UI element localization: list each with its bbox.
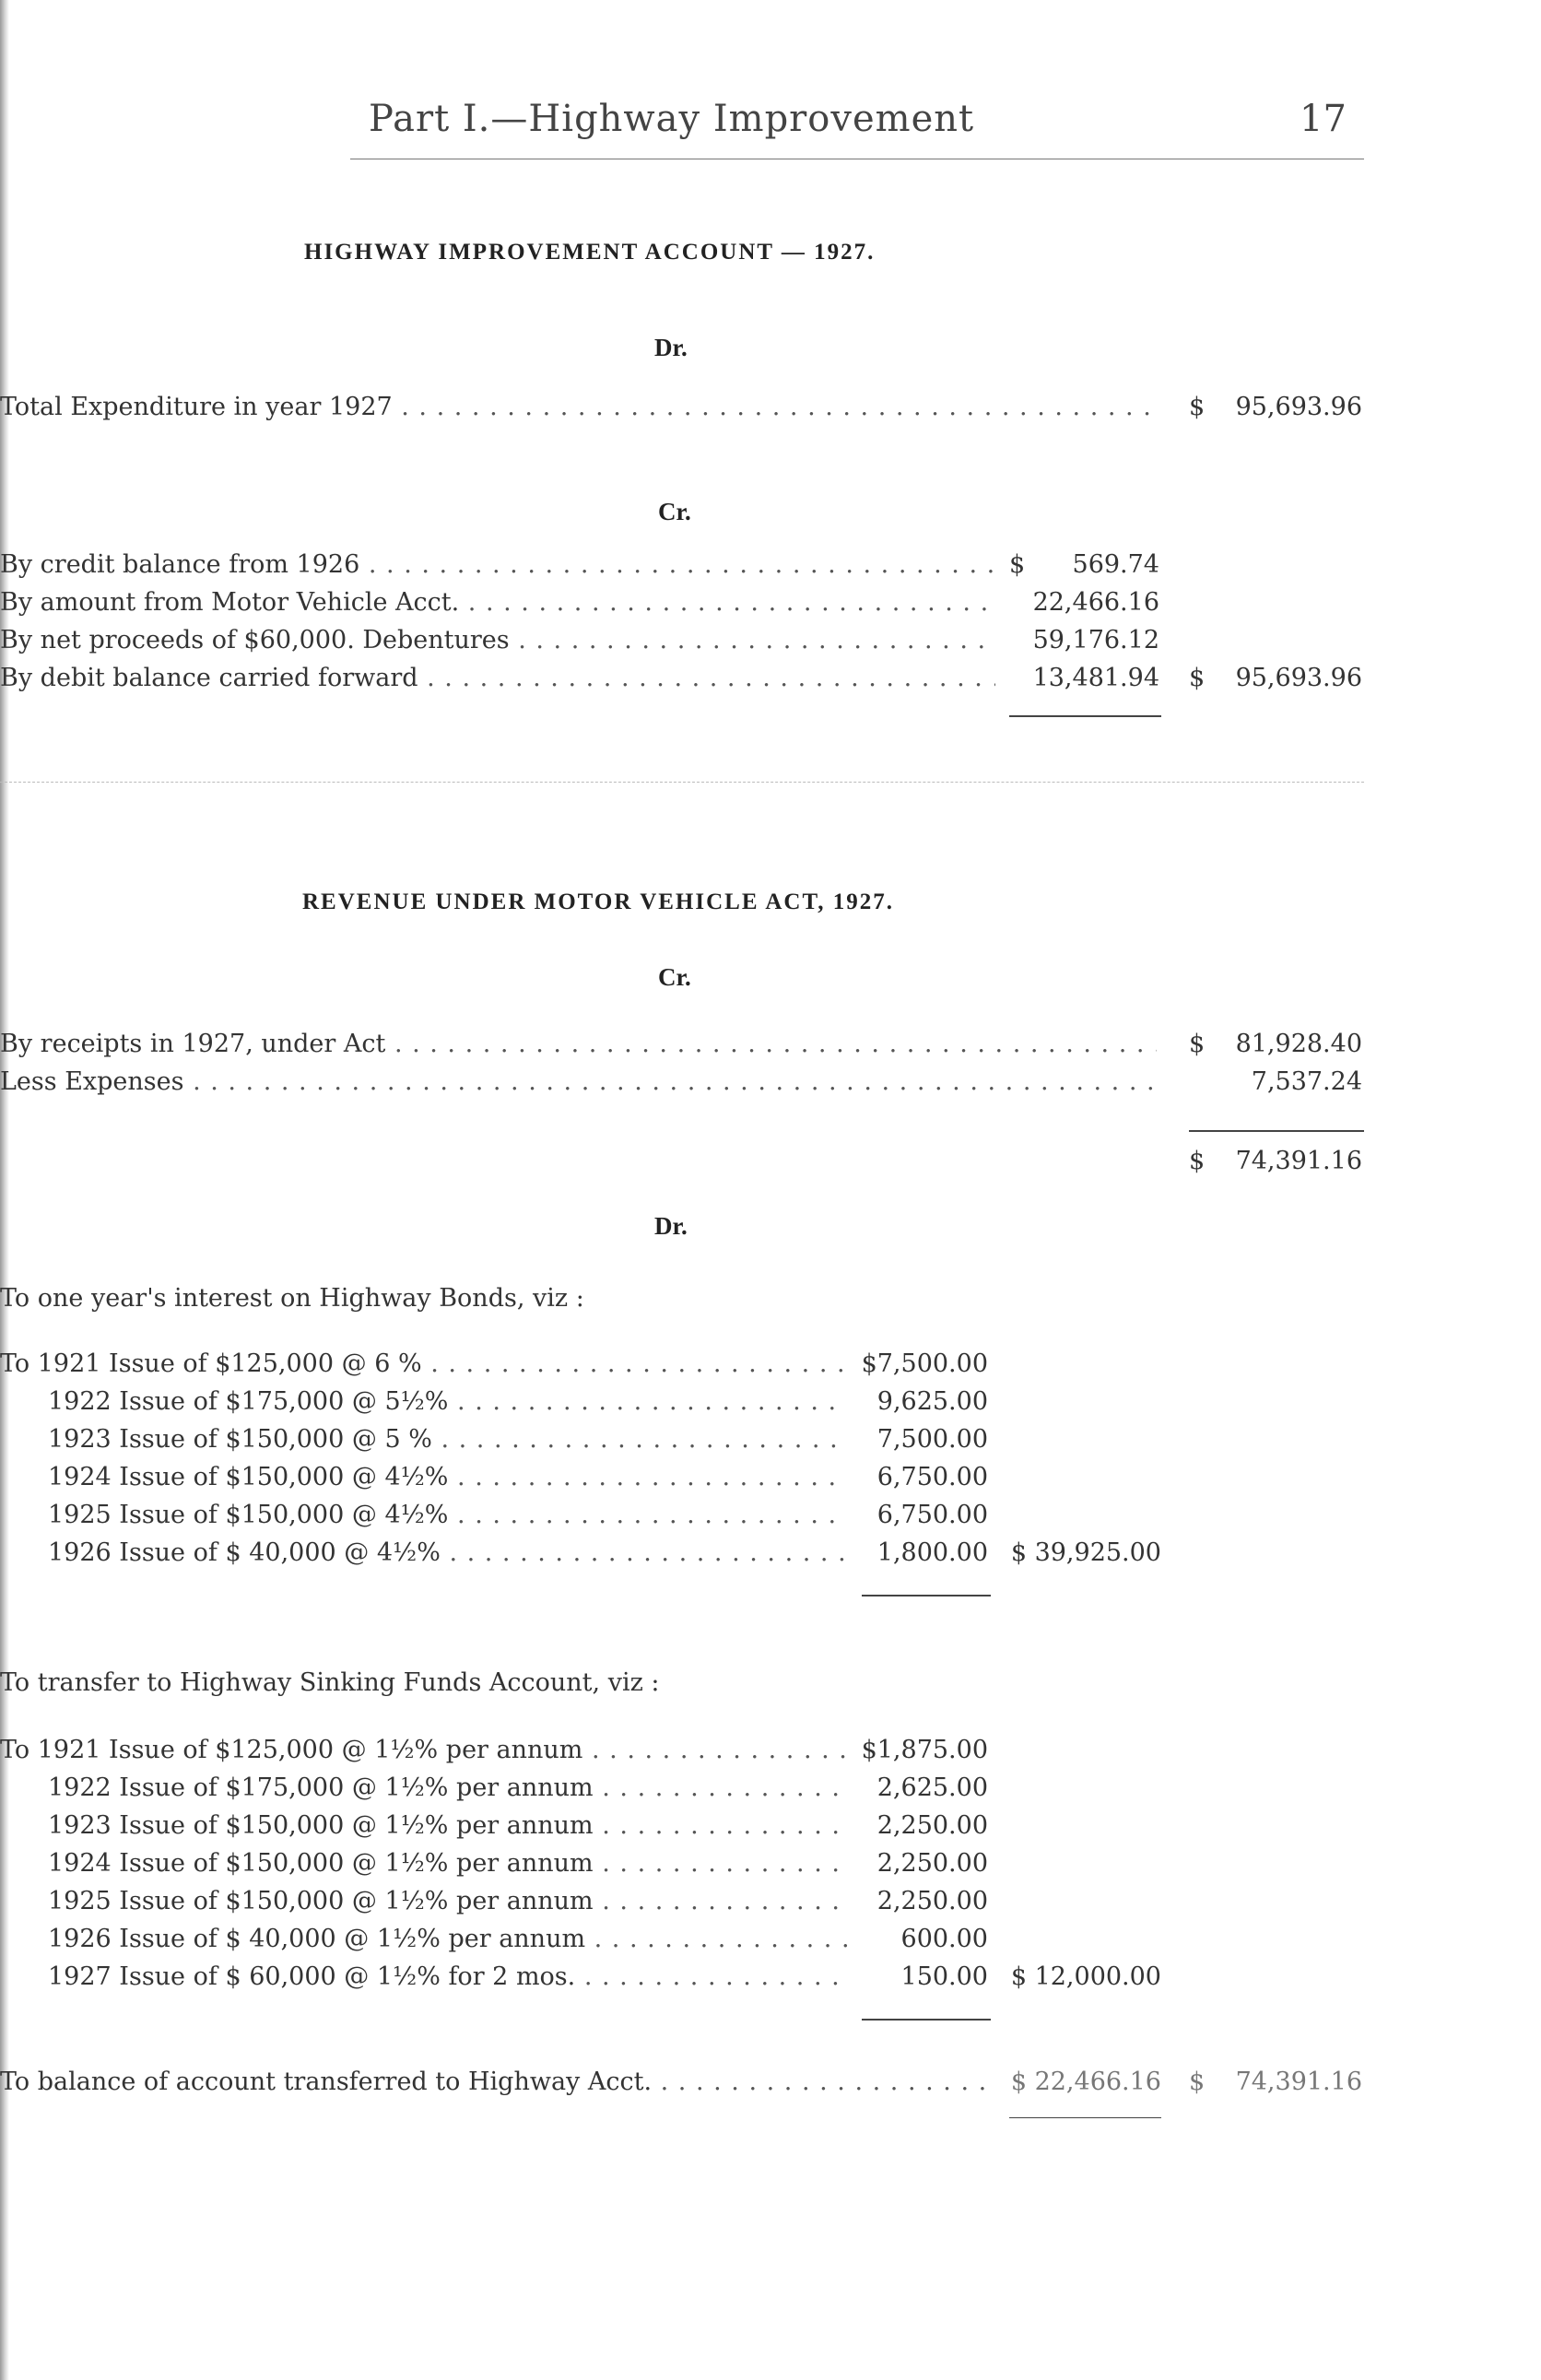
- revenue-cr-heading: Cr.: [658, 963, 691, 991]
- sinking-sum-rule: [862, 2019, 991, 2021]
- row-amount: 9,625.00: [876, 1387, 988, 1416]
- account-dr-row: [0, 393, 1382, 430]
- row-amount: 22,466.16: [1032, 588, 1159, 617]
- row-label: By net proceeds of $60,000. Debentures . . .: [0, 626, 995, 654]
- row-amount: 59,176.12: [1032, 626, 1159, 654]
- interest-row: [0, 1538, 1382, 1575]
- interest-intro: To one year's interest on Highway Bonds, viz :: [0, 1284, 584, 1313]
- interest-row: [0, 1463, 1382, 1500]
- row-total: 7,537.24: [1251, 1067, 1362, 1096]
- sinking-row: [0, 1849, 1382, 1886]
- sinking-row: [0, 1773, 1382, 1810]
- row-label: 1925 Issue of $150,000 @ 4½% . . .: [48, 1501, 848, 1529]
- currency-sign: $: [1009, 550, 1026, 579]
- row-amount: 2,250.00: [876, 1849, 988, 1878]
- row-subtotal: $ 39,925.00: [1010, 1538, 1161, 1567]
- row-total: 95,693.96: [1235, 393, 1362, 421]
- row-label: 1927 Issue of $ 60,000 @ 1½% for 2 mos. . . .: [48, 1962, 848, 1991]
- interest-row: [0, 1387, 1382, 1424]
- account-sum-rule: [1009, 715, 1161, 717]
- revenue-cr-row: [0, 1030, 1382, 1066]
- row-label: 1923 Issue of $150,000 @ 1½% per annum . . .: [48, 1811, 848, 1840]
- currency-sign: $: [1189, 1147, 1206, 1175]
- row-amount: 2,625.00: [876, 1773, 988, 1802]
- sinking-row: [0, 1736, 1382, 1773]
- row-label: 1926 Issue of $ 40,000 @ 1½% per annum . . .: [48, 1925, 848, 1953]
- row-amount: 6,750.00: [876, 1501, 988, 1529]
- sinking-row: [0, 1925, 1382, 1962]
- interest-row: [0, 1425, 1382, 1462]
- row-total: 81,928.40: [1235, 1030, 1362, 1058]
- row-amount: $1,875.00: [861, 1736, 988, 1764]
- revenue-net-row: [0, 1147, 1382, 1184]
- row-amount: 13,481.94: [1032, 664, 1159, 692]
- row-label: 1926 Issue of $ 40,000 @ 4½% . . .: [48, 1538, 848, 1567]
- sinking-intro: To transfer to Highway Sinking Funds Account, viz :: [0, 1668, 660, 1697]
- row-label: To balance of account transferred to Highway Acct. . . .: [0, 2068, 995, 2096]
- account-cr-row: [0, 550, 1382, 587]
- balance-sum-rule: [1009, 2117, 1161, 2118]
- balance-row: [0, 2068, 1382, 2104]
- sinking-row: [0, 1887, 1382, 1924]
- interest-sum-rule: [862, 1595, 991, 1596]
- revenue-cr-row: [0, 1067, 1382, 1104]
- row-amount: 6,750.00: [876, 1463, 988, 1491]
- account-cr-row: [0, 664, 1382, 701]
- row-label: Total Expenditure in year 1927 . . .: [0, 393, 1157, 421]
- row-amount: 7,500.00: [876, 1425, 988, 1454]
- account-cr-heading: Cr.: [658, 498, 691, 525]
- row-amount: 600.00: [900, 1925, 988, 1953]
- account-dr-heading: Dr.: [654, 334, 688, 361]
- row-label: By debit balance carried forward . . .: [0, 664, 995, 692]
- row-label: 1923 Issue of $150,000 @ 5 % . . .: [48, 1425, 848, 1454]
- row-label: 1924 Issue of $150,000 @ 4½% . . .: [48, 1463, 848, 1491]
- page-number: 17: [1300, 98, 1347, 140]
- row-label: By amount from Motor Vehicle Acct. . . .: [0, 588, 995, 617]
- interest-row: [0, 1501, 1382, 1538]
- row-amount: 2,250.00: [876, 1887, 988, 1915]
- currency-sign: $: [1189, 664, 1206, 692]
- currency-sign: $: [1189, 393, 1206, 421]
- row-label: Less Expenses . . .: [0, 1067, 1157, 1096]
- row-label: To 1921 Issue of $125,000 @ 1½% per annum . . .: [0, 1736, 848, 1764]
- account-title: HIGHWAY IMPROVEMENT ACCOUNT — 1927.: [304, 240, 876, 265]
- row-label: 1922 Issue of $175,000 @ 5½% . . .: [48, 1387, 848, 1416]
- currency-sign: $: [1189, 1030, 1206, 1058]
- section-divider: [0, 782, 1364, 783]
- revenue-dr-heading: Dr.: [654, 1212, 688, 1240]
- row-amount: 2,250.00: [876, 1811, 988, 1840]
- row-label: 1922 Issue of $175,000 @ 1½% per annum . . .: [48, 1773, 848, 1802]
- sinking-row: [0, 1811, 1382, 1848]
- row-label: To 1921 Issue of $125,000 @ 6 % . . .: [0, 1349, 848, 1378]
- row-amount: 569.74: [1072, 550, 1159, 579]
- running-header: Part I.—Highway Improvement: [369, 98, 975, 140]
- row-label: 1925 Issue of $150,000 @ 1½% per annum . . .: [48, 1887, 848, 1915]
- page-binding-shadow: [0, 0, 9, 2380]
- row-subtotal: $ 12,000.00: [1010, 1962, 1161, 1991]
- currency-sign: $: [1189, 2068, 1206, 2096]
- row-amount: 1,800.00: [876, 1538, 988, 1567]
- interest-row: [0, 1349, 1382, 1386]
- sinking-row: [0, 1962, 1382, 1999]
- row-label: By credit balance from 1926 . . .: [0, 550, 995, 579]
- row-amount: 150.00: [900, 1962, 988, 1991]
- row-amount: $7,500.00: [861, 1349, 988, 1378]
- account-cr-row: [0, 626, 1382, 663]
- row-label: 1924 Issue of $150,000 @ 1½% per annum . . .: [48, 1849, 848, 1878]
- revenue-title: REVENUE UNDER MOTOR VEHICLE ACT, 1927.: [302, 890, 895, 914]
- row-label: By receipts in 1927, under Act . . .: [0, 1030, 1157, 1058]
- row-total: 74,391.16: [1235, 2068, 1362, 2096]
- row-subtotal: $ 22,466.16: [1010, 2068, 1161, 2096]
- net-total: 74,391.16: [1235, 1147, 1362, 1175]
- row-total: 95,693.96: [1235, 664, 1362, 692]
- account-cr-row: [0, 588, 1382, 625]
- revenue-sum-rule: [1189, 1130, 1364, 1132]
